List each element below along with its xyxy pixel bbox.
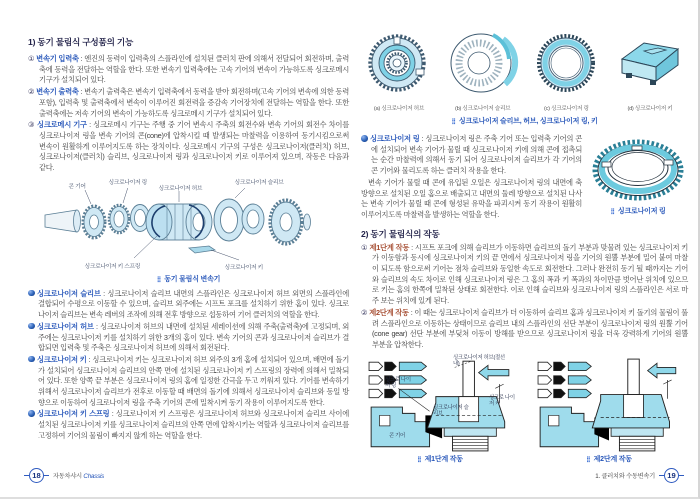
- figure-step-1: [361, 354, 519, 464]
- part-sleeve: [445, 29, 521, 112]
- bullet-heading: 싱크로나이저 키: [37, 354, 87, 364]
- item-heading: 변속기 입력축: [36, 54, 79, 63]
- book-title-en: Chassis: [83, 473, 105, 480]
- section-2-title: 2) 동기 물림식의 작동: [361, 228, 440, 239]
- step-diagram-label-key: 싱크로 나이저 키: [489, 394, 515, 407]
- item-number: ①: [361, 242, 368, 252]
- step-2: [361, 308, 688, 351]
- sleeve-illustration: [447, 29, 519, 97]
- bullet-ring-paragraph-2: 변속 기어가 물릴 때 콘에 유입된 오일은 싱크로나이저 링의 내면에 축 방향으로 설치된 오일 홈으로 배출되고 내면의 둘레 방향으로 설치된 나사는 변속 기어가 물릴 때 콘에 형성된 유막을 파괴시켜 동기 작용이 원활히 이루어지도록 마찰력을 발생하는 역할을 한다.: [361, 177, 582, 219]
- caption-icon: [451, 118, 459, 125]
- bullet-icon: [28, 410, 35, 417]
- part-caption: (c) 싱크로나이저 링: [543, 106, 589, 112]
- bullet-body: : 싱크로나이저 허브의 내면에 설치된 세레이션에 의해 주축(출력축)에 고정되며, 외주에는 싱크로나이저 키를 설치하기 위한 3개의 홈이 있다. 변속 기어의 콘과 싱크로나이저 슬리브가 결합되면 입력축 및 주축은 싱크로나이저 허브에 의해서 회전된다.: [38, 321, 350, 353]
- bullet-key: [28, 355, 349, 409]
- bullet-heading: 싱크로나이저 슬리브: [37, 288, 101, 298]
- item-body: : 싱크로메시 기구는 주행 중 기어 변속시 주축의 회전수와 변속 기어의 회전수 차이를 싱크로나이저 링을 변속 기어의 콘(cone)에 압착시킬 때 발생되는 마찰력을 이용하여 동기시킴으로써 변속이 원활하게 이루어지도록 하는 장치이다. 싱크로메시 기구의 구성은 싱크로나이저(클러치) 허브, 싱크로나이저(클러치) 슬리브, 싱크로나이저 링과 싱크로나이저 키로 이루어져 있으며, 작동은 다음과 같다.: [39, 120, 349, 173]
- bullet-icon: [361, 135, 368, 142]
- bullet-body: : 싱크로나이저 슬리브 내면의 스플라인은 싱크로나이저 허브 외면의 스플라인에 결합되어 수평으로 이동할 수 있으며, 슬리브 외주에는 시프트 포크를 설치하기 위한 홈이 있다. 싱크로나이저 슬리브는 변속 레버의 조작에 의해 전후 방향으로 섭동하여 기어 클러치의 역할을 한다.: [38, 288, 349, 320]
- page-number: 18: [29, 468, 44, 483]
- figure-caption: [28, 274, 349, 284]
- numbered-item-output-shaft: [28, 87, 349, 119]
- step-1-caption-text: 제1단계 작동: [424, 455, 463, 463]
- bullet-sleeve: [28, 289, 349, 321]
- footer-dash: [679, 475, 684, 476]
- parts-figure-caption-text: 싱크로나이저 슬리브, 허브, 싱크로나이저 링, 키: [458, 118, 598, 125]
- book-title-ko: 자동차샤시: [53, 473, 82, 480]
- diagram-label-hub: 싱크로나이저 허브: [158, 185, 203, 192]
- item-heading: 변속기 출력축: [36, 87, 79, 97]
- diagram-label-key-spring: 싱크로나이저 키 스프링: [84, 263, 141, 270]
- figure-caption-text: 동기 물림식 변속기: [164, 275, 221, 283]
- step-diagram-label-hub: 싱크로나이저 허브(절선내): [453, 354, 505, 367]
- item-heading: 싱크로메시 기구: [37, 120, 87, 130]
- step-2-cross-section: [534, 357, 684, 453]
- ring-figure-caption-text: 싱크로나이저 링: [617, 208, 666, 215]
- step-body: : 시프트 포크에 의해 슬리브가 이동하면 슬리브의 돌기 부분과 맞물려 있는 싱크로나이저 키가 이동함과 동시에 싱크로나이저 키의 끝 면에서 싱크로나이저 링을 기어의 원뿔 부분에 밀어 붙여 마찰이 되도록 함으로써 기어는 점차 슬리브와 동일한 속도로 회전한다. 그러나 완전히 동기 될 때까지는 기어와 슬리브의 속도 차이로 인해 싱크로나이저 링은 그 홈의 폭과 키 폭과의 차이만큼 벗어난 위치에 있으므로 키는 홈의 한쪽에 밀착된 상태로 회전한다. 이로 인해 슬리브와 싱크로나이저 링의 스플라인은 서로 마주 보는 위치에 있게 된다.: [372, 242, 689, 306]
- item-number: ②: [28, 87, 35, 97]
- diagram-label-key: 싱크로나이저 키: [224, 264, 263, 271]
- ring-illustration: [533, 29, 599, 97]
- numbered-item-input-shaft: [28, 54, 349, 86]
- step-diagram-label-ring: 싱크로 나이저 링: [385, 376, 411, 389]
- caption-icon: [610, 208, 618, 215]
- footer-right: [591, 468, 684, 483]
- step-2-caption: [530, 454, 688, 464]
- hub-illustration: [366, 29, 432, 97]
- ring-figure-caption: [588, 206, 688, 216]
- footer-left: [24, 468, 108, 483]
- bullet-body: : 싱크로나이저 키 스프링은 싱크로나이저 허브와 싱크로나이저 슬리브 사이에 설치된 싱크로나이저 키를 싱크로나이저 슬리브의 안쪽 면에 압착시키는 역할과 싱크로나이저 슬리브를 고정하여 기어의 물림이 빠지지 않게 하는 역할을 한다.: [38, 409, 349, 440]
- item-body: : 변속기 출력축은 변속기 입력축에서 동력을 받아 회전하며(고속 기어의 변속에 의한 동력 포함), 입력축 및 출력축에서 변속이 이루어진 회전력을 증감속 기어장치에 전달하는 역할을 한다. 또한 출력축에는 저속 기어의 변속이 가능하도록 싱크로메시 기구가 설치되어 있다.: [39, 87, 349, 118]
- figure-synchromesh-transmission: [39, 177, 339, 273]
- numbered-item-synchromesh: [28, 120, 349, 174]
- part-caption: (a) 싱크로나이저 허브: [373, 106, 425, 112]
- diagram-label-sleeve: 싱크로나이저 슬리브: [234, 179, 284, 186]
- footer-dash: [44, 475, 49, 476]
- bullet-heading: 싱크로나이저 허브: [37, 321, 94, 331]
- parts-figure-caption: [361, 116, 688, 126]
- bullet-icon: [28, 323, 35, 330]
- part-caption: (d) 싱크로나이저 키: [627, 106, 673, 112]
- step-1-caption: [361, 454, 519, 464]
- caption-icon: [586, 456, 594, 463]
- ring-section: [361, 134, 688, 222]
- diagram-label-ring: 싱크로나이저 링: [108, 179, 147, 186]
- exploded-transmission-illustration: [39, 188, 339, 262]
- step-body: : 이 때는 싱크로나이저 슬리브가 더 이동하여 슬리브 홈과 싱크로나이저 키 돌기의 물림이 풀려 스플라인으로 이동하는 상태이므로 슬리브 내의 스플라인의 선단 부분이 싱크로나이저 링의 원뿔 기어(cone gear) 선단 부분에 부딪쳐 이동이 방해를 받으므로 싱크로나이저 링을 더욱 강력하게 기어의 원뿔 부분을 압착한다.: [372, 307, 688, 349]
- page-right: [361, 28, 688, 464]
- step-heading: 제2단계 작동: [369, 307, 409, 317]
- caption-icon: [417, 456, 425, 463]
- section-1-title: 1) 동기 물림식 구성품의 기능: [28, 37, 134, 47]
- key-illustration: [614, 29, 686, 97]
- bullet-heading: 싱크로나이저 키 스프링: [37, 409, 110, 419]
- page-number: 19: [664, 468, 679, 483]
- step-heading: 제1단계 작동: [369, 242, 410, 252]
- part-hub: [361, 29, 437, 112]
- diagram-label-cone-gear: 콘 기어: [68, 183, 86, 190]
- part-key: [612, 29, 688, 112]
- step-diagrams: [361, 354, 688, 464]
- figure-synchronizer-parts: [361, 32, 688, 112]
- bullet-key-spring: [28, 409, 349, 441]
- book-title: [53, 471, 104, 480]
- bullet-icon: [28, 290, 35, 297]
- figure-step-2: [530, 357, 688, 464]
- chapter-title: 1. 클러치와 수동변속기: [595, 473, 655, 480]
- figure-synchronizer-ring: [588, 134, 688, 216]
- bullet-body: : 싱크로나이저 링은 주축 기어 또는 입력축 기어의 콘에 설치되어 변속 기어가 물릴 때 싱크로나이저 키에 의해 콘에 접촉되는 순간 마찰력에 의해서 동기 되어 싱크로나이저 슬리브가 각 기어의 콘 기어와 물리도록 하는 클러치 작용을 한다.: [371, 134, 582, 176]
- item-body: : 엔진의 동력이 입력축의 스플라인에 설치된 클러치 판에 의해서 전달되어 회전하며, 출력축에 동력을 전달하는 역할을 한다. 또한 변속기 입력축에는 고속 기어의 변속이 가능하도록 싱크로메시 기구가 설치되어 있다.: [39, 54, 349, 85]
- step-2-caption-text: 제2단계 작동: [593, 455, 632, 463]
- item-number: ③: [28, 120, 35, 130]
- item-number: ②: [361, 307, 368, 317]
- bullet-icon: [28, 356, 35, 363]
- bullet-hub: [28, 322, 349, 354]
- part-caption: (b) 싱크로나이저 슬리브: [454, 106, 511, 112]
- item-number: ①: [28, 54, 35, 63]
- step-diagram-label-sleeve: 싱크로나이저 슬리브: [433, 404, 469, 417]
- bullet-body: : 싱크로나이저 키는 싱크로나이저 허브 외주의 3개 홈에 설치되어 있으며, 배면에 돌기가 설치되어 싱크로나이저 슬리브의 안쪽 면에 설치된 싱크로나이저 키 스프링의 장력에 의해서 밀착되어 있다. 또한 양쪽 끝 부분은 싱크로나이저 링의 홈에 일정한 간극을 두고 끼워져 있다. 기어를 변속하기 위해서 싱크로나이저 슬리브가 전후로 이동할 때 배면의 돌기에 의해서 싱크로나이저 슬리브와 동일 방향으로 이동하여 싱크로나이저 링을 주축 기어의 콘에 밀착시켜 동기 작용이 이루어지도록 한다.: [38, 354, 349, 407]
- part-ring: [528, 29, 604, 112]
- step-1: [361, 243, 688, 307]
- step-diagram-label-cone: 콘 기어: [389, 432, 405, 439]
- page-left: [28, 36, 349, 443]
- synchronizer-ring-illustration: [590, 138, 686, 204]
- bullet-heading: 싱크로나이저 링: [370, 134, 420, 143]
